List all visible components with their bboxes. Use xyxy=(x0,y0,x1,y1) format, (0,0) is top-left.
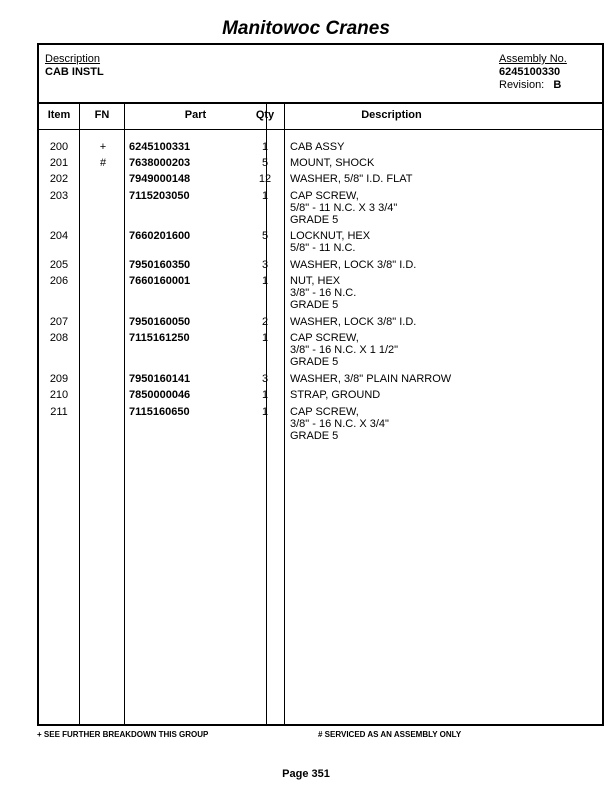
quantity: 3 xyxy=(261,373,269,385)
column-divider xyxy=(124,103,125,726)
description-line: WASHER, LOCK 3/8" I.D. xyxy=(290,316,417,328)
part-description xyxy=(290,373,590,385)
description-line: CAP SCREW, xyxy=(290,332,359,344)
column-header-fn: FN xyxy=(94,109,110,121)
quantity: 5 xyxy=(261,230,269,242)
description-line: 3/8" - 16 N.C. X 3/4" xyxy=(290,418,389,430)
column-header-part: Part xyxy=(184,109,207,121)
part-description xyxy=(290,230,590,254)
description-line: 3/8" - 16 N.C. xyxy=(290,287,357,299)
item-number: 209 xyxy=(49,373,69,385)
part-description xyxy=(290,275,590,311)
quantity: 1 xyxy=(261,332,269,344)
item-number: 211 xyxy=(50,406,68,418)
part-number: 7115161250 xyxy=(129,332,190,344)
part-number: 7115160650 xyxy=(129,406,190,418)
part-description xyxy=(290,141,590,153)
column-divider xyxy=(79,103,80,726)
description-line: WASHER, 3/8" PLAIN NARROW xyxy=(290,373,452,385)
part-description xyxy=(290,157,590,169)
part-description xyxy=(290,173,590,185)
item-number: 206 xyxy=(49,275,69,287)
description-line: WASHER, LOCK 3/8" I.D. xyxy=(290,259,417,271)
description-value: CAB INSTL xyxy=(45,66,104,78)
description-line: 5/8" - 11 N.C. xyxy=(290,242,356,254)
part-number: 7660201600 xyxy=(129,230,191,242)
part-description xyxy=(290,332,590,368)
item-number: 207 xyxy=(49,316,69,328)
part-description xyxy=(290,316,590,328)
description-line: WASHER, 5/8" I.D. FLAT xyxy=(290,173,413,185)
column-header-description: Description xyxy=(361,109,422,121)
item-number: 210 xyxy=(49,389,69,401)
quantity: 1 xyxy=(261,406,269,418)
revision-line xyxy=(499,79,567,92)
quantity: 2 xyxy=(261,316,269,328)
quantity: 1 xyxy=(261,275,269,287)
part-description xyxy=(290,190,590,226)
item-number: 202 xyxy=(49,173,69,185)
part-description xyxy=(290,259,590,271)
item-number: 200 xyxy=(49,141,69,153)
revision-value: B xyxy=(553,79,562,91)
page-title: Manitowoc Cranes xyxy=(222,18,390,39)
part-number: 7950160141 xyxy=(129,373,191,385)
fn-code: # xyxy=(99,157,107,169)
item-number: 204 xyxy=(49,230,69,242)
description-line: LOCKNUT, HEX xyxy=(290,230,371,242)
assembly-label: Assembly No. xyxy=(499,53,567,65)
quantity: 12 xyxy=(258,173,272,185)
part-number: 6245100331 xyxy=(129,141,191,153)
description-line: 5/8" - 11 N.C. X 3 3/4" xyxy=(290,202,398,214)
part-number: 7950160350 xyxy=(129,259,191,271)
quantity: 5 xyxy=(261,157,269,169)
description-line: GRADE 5 xyxy=(290,356,339,368)
item-number: 208 xyxy=(49,332,69,344)
assembly-header xyxy=(499,53,567,92)
part-description xyxy=(290,389,590,401)
description-line: 3/8" - 16 N.C. X 1 1/2" xyxy=(290,344,399,356)
assembly-value: 6245100330 xyxy=(499,66,561,78)
part-number: 7638000203 xyxy=(129,157,191,169)
footnote-plus: + SEE FURTHER BREAKDOWN THIS GROUP xyxy=(37,730,209,739)
column-header-qty: Qty xyxy=(255,109,275,121)
description-header xyxy=(45,53,104,79)
column-header-item: Item xyxy=(47,109,71,121)
description-line: GRADE 5 xyxy=(290,214,339,226)
part-number: 7950160050 xyxy=(129,316,191,328)
quantity: 3 xyxy=(261,259,269,271)
footnote-hash: # SERVICED AS AN ASSEMBLY ONLY xyxy=(318,730,462,739)
description-line: CAP SCREW, xyxy=(290,406,359,418)
item-number: 205 xyxy=(49,259,69,271)
description-line: STRAP, GROUND xyxy=(290,389,381,401)
description-line: MOUNT, SHOCK xyxy=(290,157,375,169)
parts-list-frame xyxy=(37,43,604,726)
description-label: Description xyxy=(45,53,101,65)
part-number: 7115203050 xyxy=(129,190,190,202)
part-description xyxy=(290,406,590,442)
part-number: 7660160001 xyxy=(129,275,191,287)
part-number: 7949000148 xyxy=(129,173,191,185)
description-line: NUT, HEX xyxy=(290,275,341,287)
part-number: 7850000046 xyxy=(129,389,191,401)
quantity: 1 xyxy=(261,141,269,153)
quantity: 1 xyxy=(261,389,269,401)
item-number: 203 xyxy=(49,190,69,202)
fn-code: + xyxy=(99,141,107,153)
description-line: GRADE 5 xyxy=(290,299,339,311)
description-line: CAP SCREW, xyxy=(290,190,359,202)
revision-label: Revision: xyxy=(499,79,545,91)
page-number: Page 351 xyxy=(282,768,330,780)
description-line: CAB ASSY xyxy=(290,141,345,153)
quantity: 1 xyxy=(261,190,269,202)
description-line: GRADE 5 xyxy=(290,430,339,442)
item-number: 201 xyxy=(49,157,69,169)
